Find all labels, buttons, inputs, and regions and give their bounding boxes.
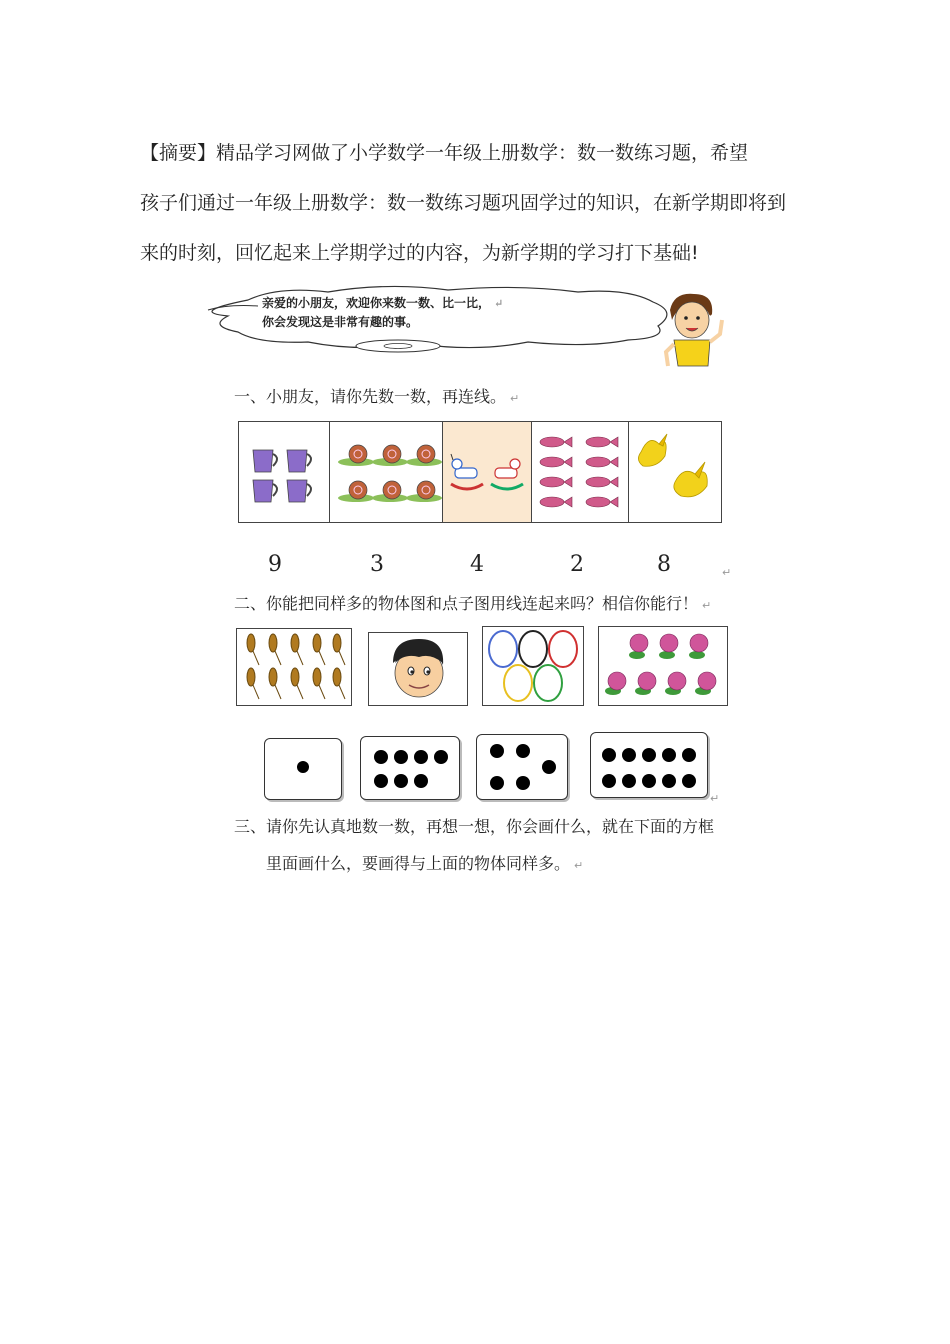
cup-icons (239, 422, 329, 522)
ring-icons (483, 627, 583, 705)
cups-picture (239, 422, 330, 522)
question-2 (234, 591, 711, 614)
question-1 (234, 384, 519, 407)
return-mark: ↵ (510, 392, 520, 405)
return-mark: ↵ (574, 859, 584, 872)
dots (591, 733, 707, 797)
dot-card-1 (264, 738, 342, 800)
return-mark: ↵ (702, 599, 712, 612)
dot-card-3 (476, 734, 568, 800)
boy-face-icon (369, 633, 467, 705)
boy-pointing-illustration (660, 290, 726, 368)
bubble-text (262, 294, 503, 332)
bubble-line-2: 你会发现这是非常有趣的事。 (262, 315, 419, 329)
rocking-horse-icons (443, 422, 531, 522)
bubble-line-1: 亲爱的小朋友，欢迎你来数一数、比一比， (262, 296, 491, 310)
speech-bubble (188, 282, 728, 362)
number-3: 4 (470, 552, 484, 577)
number-5: 8 (657, 552, 671, 577)
flower-icons (599, 627, 727, 705)
wheat-icons (237, 629, 351, 705)
summary-line-1: 【摘要】精品学习网做了小学数学一年级上册数学：数一数练习题，希望 (140, 142, 749, 164)
number-2: 3 (370, 552, 384, 577)
return-mark: ↵ (710, 792, 720, 805)
dots (361, 737, 459, 799)
question-2-text: 二、你能把同样多的物体图和点子图用线连起来吗？相信你能行！ (234, 594, 699, 613)
snails-picture (330, 422, 443, 522)
summary-line-3: 来的时刻，回忆起来上学期学过的内容，为新学期的学习打下基础! (140, 242, 699, 264)
summary-paragraph (140, 128, 820, 278)
question-3-line-1: 三、请你先认真地数一数，再想一想，你会画什么，就在下面的方框 (234, 817, 715, 836)
summary-line-2: 孩子们通过一年级上册数学：数一数练习题巩固学过的知识，在新学期即将到 (140, 192, 787, 214)
fish-picture (532, 422, 629, 522)
question-3-line-2 (266, 851, 583, 874)
dot-card-4 (590, 732, 708, 798)
fish-icons (532, 422, 628, 522)
return-mark: ↵ (722, 566, 732, 579)
number-4: 2 (570, 552, 584, 577)
boy-face-picture (368, 632, 468, 706)
dots (477, 735, 567, 799)
question-3-text: 里面画什么，要画得与上面的物体同样多。 (266, 854, 571, 873)
return-mark: ↵ (494, 297, 504, 310)
bird-icons (629, 422, 725, 522)
wheat-picture (236, 628, 352, 706)
snail-icons (330, 422, 442, 522)
dot-card-2 (360, 736, 460, 800)
dots (265, 739, 341, 799)
number-1: 9 (268, 552, 282, 577)
birds-picture (629, 422, 725, 522)
picture-strip (238, 421, 722, 523)
rings-picture (482, 626, 584, 706)
flowers-picture (598, 626, 728, 706)
question-1-text: 一、小朋友，请你先数一数，再连线。 (234, 387, 507, 406)
rocking-horses-picture (443, 422, 532, 522)
